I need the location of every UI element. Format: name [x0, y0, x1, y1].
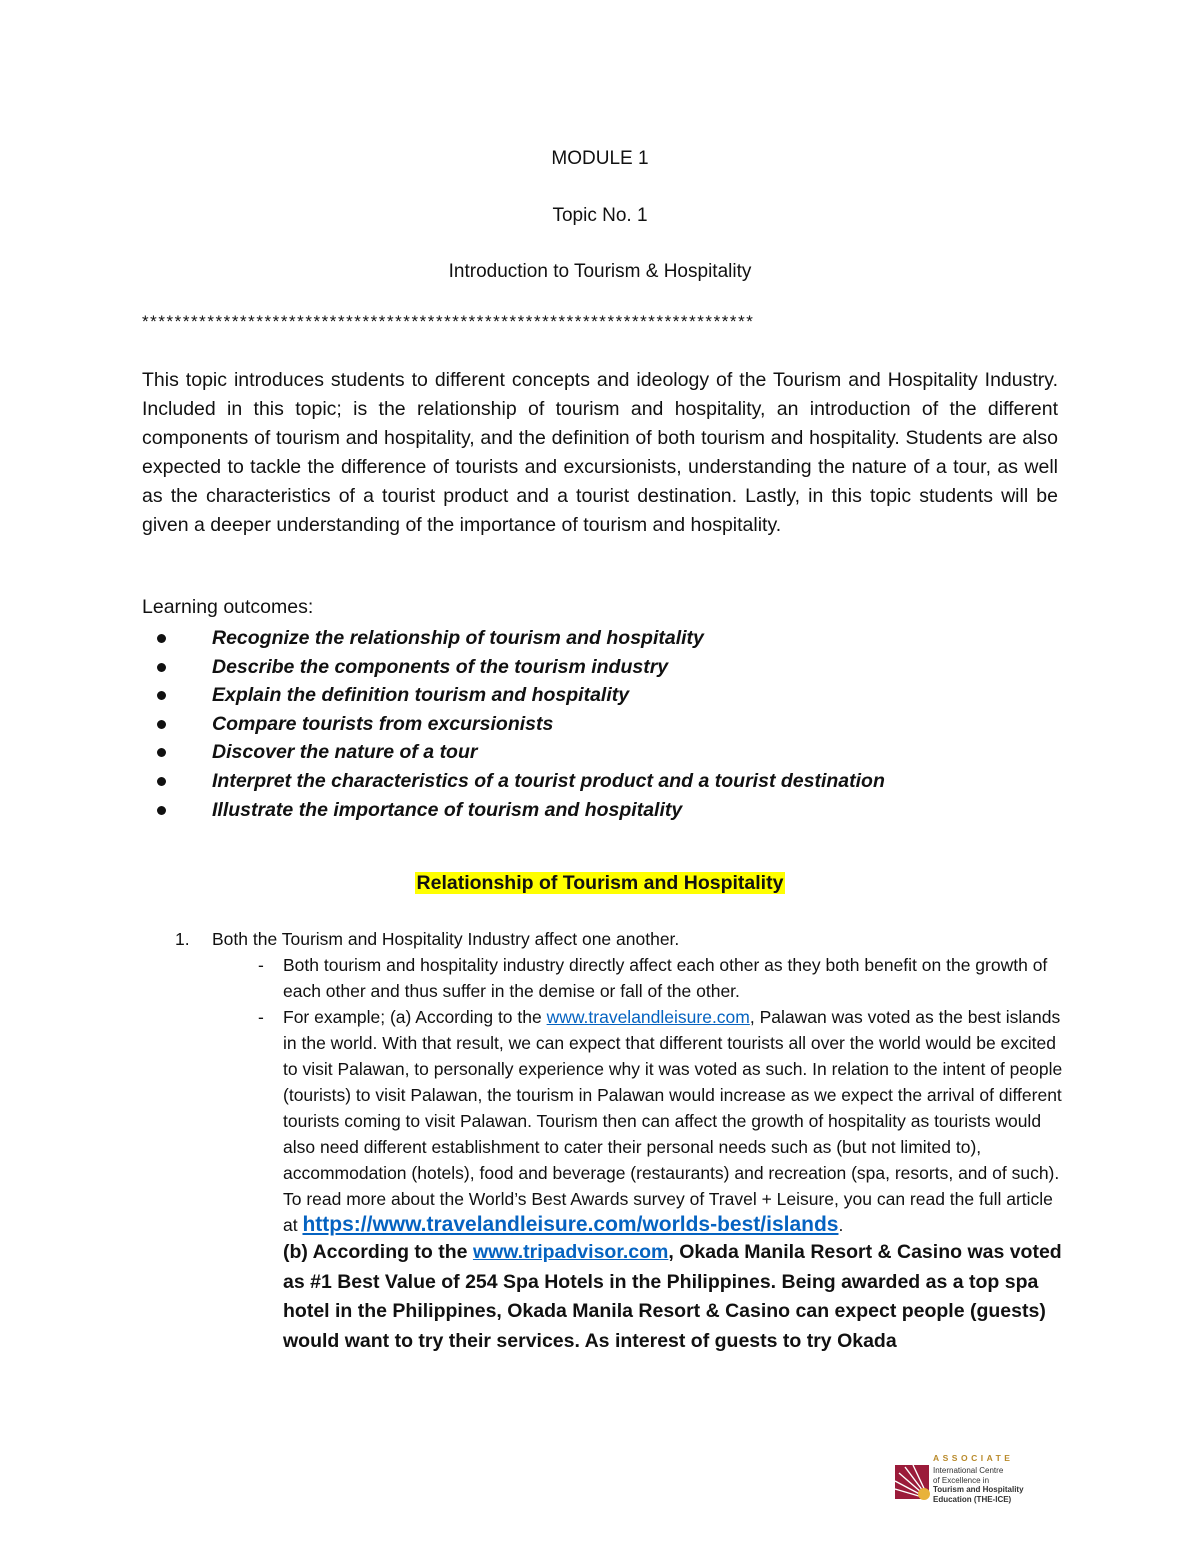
learning-outcomes-label: Learning outcomes:	[142, 596, 314, 618]
list-item: Interpret the characteristics of a tourist product and a tourist destination	[142, 767, 1042, 796]
separator-line: ***************************************************************************	[142, 312, 755, 331]
tripadvisor-link[interactable]: www.tripadvisor.com	[472, 1241, 669, 1263]
list-item: Compare tourists from excursionists	[142, 710, 1042, 739]
the-ice-logo	[893, 1453, 1053, 1513]
dash-item	[175, 952, 1065, 1004]
bullet-text: For example; (a) According to the	[283, 1007, 547, 1027]
bullet-icon	[157, 777, 166, 786]
bullet-text: .	[838, 1215, 844, 1235]
bullet-icon	[157, 663, 166, 672]
bullet-icon	[157, 634, 166, 643]
bullet-text: (b) According to the	[283, 1241, 473, 1263]
dash-item	[175, 1004, 1065, 1356]
bullet-text: , Palawan was voted as the best islands in the world. With that result, we can expect that different tourists all over the world would be excited to visit Palawan, to personally experience why it was voted as such. In relation to the intent of people (tourists) to visit Palawan, the tourism in Palawan would increase as we expect the arrival of different tourists coming to visit Palawan. Tourism then can affect the growth of hospitality as tourists would also need different establishment to cater their personal needs such as (but not limited to), accommodation (hotels), food and beverage (restaurants) and recreation (spa, resorts, and of such). To read more about the World’s Best Awards survey of Travel + Leisure, you can read the full article at	[283, 1007, 1063, 1235]
bullet-icon	[157, 806, 166, 815]
item-text: Both the Tourism and Hospitality Industry affect one another.	[212, 929, 680, 949]
logo-title: ASSOCIATE	[933, 1453, 1014, 1463]
list-item	[175, 926, 1065, 952]
bullet-text: Both tourism and hospitality industry directly affect each other as they both benefit on the growth of each other and thus suffer in the demise or fall of the other.	[283, 955, 1048, 1001]
starburst-icon	[893, 1463, 931, 1501]
travelandleisure-link[interactable]: www.travelandleisure.com	[546, 1007, 750, 1027]
list-item: Describe the components of the tourism industry	[142, 653, 1042, 682]
highlighted-heading: Relationship of Tourism and Hospitality	[416, 872, 784, 894]
numbered-list	[175, 926, 1065, 1356]
dash-marker: -	[258, 1007, 264, 1027]
dash-marker: -	[258, 955, 264, 975]
topic-number: Topic No. 1	[552, 205, 648, 226]
bullet-icon	[157, 748, 166, 757]
section-heading	[0, 872, 1200, 895]
bullet-text: , Okada Manila Resort & Casino was voted as #1 Best Value of 254 Spa Hotels in the Philippines. Being awarded as a top spa hotel in the Philippines, Okada Manila Resort & Casino can expect people (guests) would want to try their services. As interest of guests to try Okada	[283, 1241, 1062, 1352]
item-number: 1.	[175, 929, 190, 949]
module-title: MODULE 1	[551, 148, 649, 169]
bullet-icon	[157, 691, 166, 700]
list-item: Explain the definition tourism and hospitality	[142, 681, 1042, 710]
list-item: Recognize the relationship of tourism and hospitality	[142, 624, 1042, 653]
intro-paragraph: This topic introduces students to different concepts and ideology of the Tourism and Hospitality Industry. Included in this topic; is the relationship of tourism and hospitality, an introduction of the different components of tourism and hospitality, and the definition of both tourism and hospitality. Students are also expected to tackle the difference of tourists and excursionists, understanding the nature of a tour, as well as the characteristics of a tourist product and a tourist destination. Lastly, in this topic students will be given a deeper understanding of the importance of tourism and hospitality.	[142, 369, 1058, 536]
learning-outcomes-list	[142, 624, 1042, 824]
list-item: Illustrate the importance of tourism and hospitality	[142, 796, 1042, 825]
topic-title: Introduction to Tourism & Hospitality	[448, 261, 752, 282]
worlds-best-islands-link[interactable]: https://www.travelandleisure.com/worlds-best/islands	[302, 1213, 839, 1236]
logo-text: International Centre of Excellence in Tourism and Hospitality Education (THE-ICE)	[933, 1466, 1024, 1504]
list-item: Discover the nature of a tour	[142, 738, 1042, 767]
bullet-icon	[157, 720, 166, 729]
